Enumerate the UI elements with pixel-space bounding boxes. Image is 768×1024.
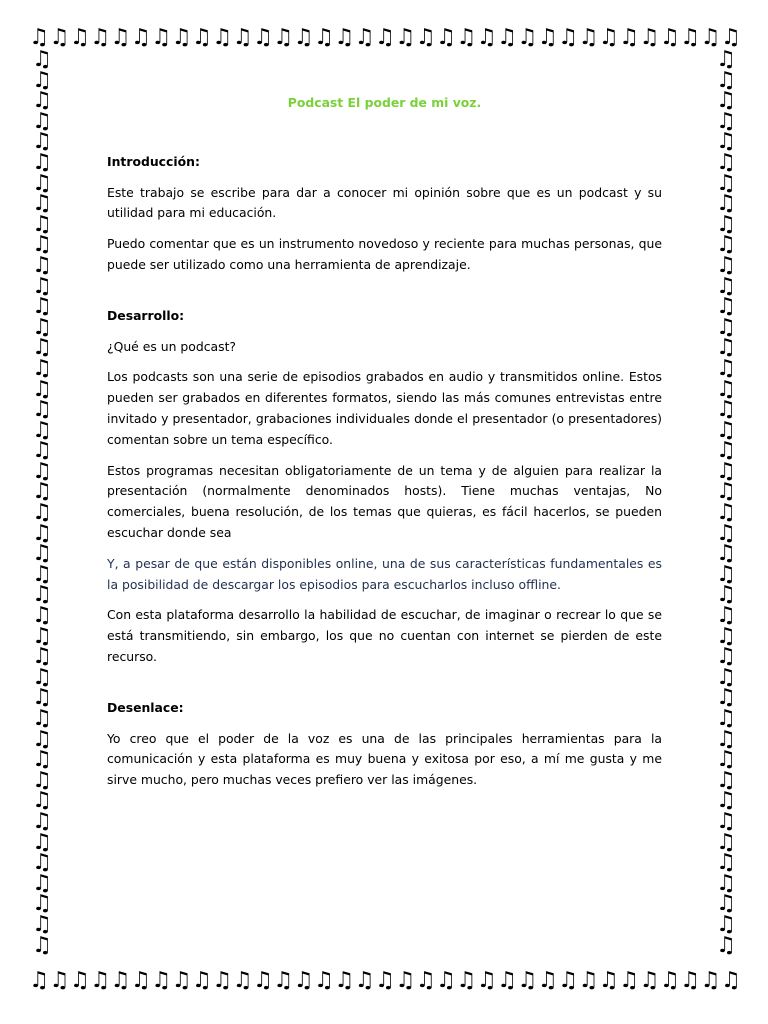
music-note-icon: ♫ bbox=[598, 970, 617, 993]
music-note-icon: ♫ bbox=[32, 932, 52, 958]
music-note-icon: ♫ bbox=[32, 458, 52, 484]
music-note-icon: ♫ bbox=[716, 829, 736, 855]
music-note-icon: ♫ bbox=[354, 27, 373, 50]
music-note-icon: ♫ bbox=[212, 970, 231, 993]
music-note-icon: ♫ bbox=[716, 479, 736, 505]
music-note-icon: ♫ bbox=[32, 273, 52, 299]
music-note-icon: ♫ bbox=[32, 850, 52, 876]
music-note-icon: ♫ bbox=[716, 808, 736, 834]
conclusion-paragraph-1: Yo creo que el poder de la voz es una de las principales herramientas para la comunicación y esta plataforma es muy buena y exitosa por eso, a mí me gusta y me sirve mucho, pero muchas veces prefiero ver las imágenes. bbox=[107, 730, 662, 788]
intro-paragraph-1: Este trabajo se escribe para dar a conocer mi opinión sobre que es un podcast y su utilidad para mi educación. bbox=[107, 184, 662, 221]
music-note-icon: ♫ bbox=[716, 911, 736, 937]
music-note-icon: ♫ bbox=[716, 788, 736, 814]
music-note-icon: ♫ bbox=[32, 541, 52, 567]
music-note-icon: ♫ bbox=[32, 232, 52, 258]
music-note-icon: ♫ bbox=[716, 623, 736, 649]
music-note-icon: ♫ bbox=[716, 603, 736, 629]
music-note-icon: ♫ bbox=[716, 582, 736, 608]
music-note-icon: ♫ bbox=[716, 232, 736, 258]
music-note-icon: ♫ bbox=[334, 27, 353, 50]
section-spacer bbox=[107, 286, 662, 306]
document-title: Podcast El poder de mi voz. bbox=[287, 95, 482, 110]
music-note-icon: ♫ bbox=[716, 458, 736, 484]
music-note-icon: ♫ bbox=[32, 582, 52, 608]
music-note-icon: ♫ bbox=[32, 891, 52, 917]
conclusion-heading: Desenlace: bbox=[107, 699, 184, 715]
music-note-icon: ♫ bbox=[639, 970, 658, 993]
music-note-icon: ♫ bbox=[700, 27, 719, 50]
music-note-icon: ♫ bbox=[716, 376, 736, 402]
music-note-icon: ♫ bbox=[151, 27, 170, 50]
music-note-icon: ♫ bbox=[32, 808, 52, 834]
music-note-icon: ♫ bbox=[32, 788, 52, 814]
music-note-icon: ♫ bbox=[49, 970, 68, 993]
music-note-icon: ♫ bbox=[32, 355, 52, 381]
music-note-icon: ♫ bbox=[720, 27, 739, 50]
music-note-icon: ♫ bbox=[716, 932, 736, 958]
music-note-icon: ♫ bbox=[192, 970, 210, 993]
music-note-icon: ♫ bbox=[171, 27, 190, 50]
music-note-icon: ♫ bbox=[716, 850, 736, 876]
music-note-icon: ♫ bbox=[293, 970, 312, 993]
music-note-icon: ♫ bbox=[395, 970, 414, 993]
music-note-icon: ♫ bbox=[716, 335, 736, 361]
music-note-icon: ♫ bbox=[32, 561, 52, 587]
development-question: ¿Qué es un podcast? bbox=[107, 338, 237, 354]
music-note-icon: ♫ bbox=[32, 149, 52, 175]
music-note-icon: ♫ bbox=[32, 335, 52, 361]
music-note-icon: ♫ bbox=[716, 767, 736, 793]
music-note-icon: ♫ bbox=[171, 970, 190, 993]
music-note-icon: ♫ bbox=[395, 27, 414, 50]
music-note-icon: ♫ bbox=[680, 27, 699, 50]
music-note-icon: ♫ bbox=[32, 644, 52, 670]
music-note-icon: ♫ bbox=[32, 129, 52, 155]
music-note-icon: ♫ bbox=[456, 970, 475, 993]
development-paragraph-1: Los podcasts son una serie de episodios grabados en audio y transmitidos online. Estos pueden ser grabados en diferentes formatos, siendo las más comunes entrevistas entre invitado y presentador, grabaciones individuales donde el presentador (o presentadores) comentan sobre un tema específico. bbox=[107, 369, 662, 447]
music-note-icon: ♫ bbox=[253, 970, 271, 993]
music-note-icon: ♫ bbox=[578, 27, 597, 50]
music-note-icon: ♫ bbox=[32, 438, 52, 464]
music-note-icon: ♫ bbox=[232, 970, 251, 993]
music-note-icon: ♫ bbox=[32, 500, 52, 526]
music-note-icon: ♫ bbox=[716, 50, 736, 72]
music-note-border-left bbox=[30, 50, 54, 972]
music-note-icon: ♫ bbox=[273, 970, 292, 993]
music-note-icon: ♫ bbox=[32, 520, 52, 546]
music-note-icon: ♫ bbox=[32, 376, 52, 402]
music-note-icon: ♫ bbox=[32, 726, 52, 752]
music-note-icon: ♫ bbox=[716, 273, 736, 299]
music-note-icon: ♫ bbox=[716, 664, 736, 690]
music-note-icon: ♫ bbox=[69, 970, 88, 993]
music-note-icon: ♫ bbox=[32, 829, 52, 855]
music-note-icon: ♫ bbox=[32, 623, 52, 649]
music-note-icon: ♫ bbox=[659, 27, 678, 50]
music-note-icon: ♫ bbox=[110, 27, 129, 50]
music-note-icon: ♫ bbox=[375, 970, 393, 993]
music-note-icon: ♫ bbox=[32, 685, 52, 711]
music-note-icon: ♫ bbox=[619, 970, 637, 993]
music-note-icon: ♫ bbox=[314, 970, 332, 993]
music-note-border-bottom bbox=[28, 970, 740, 996]
music-note-icon: ♫ bbox=[32, 252, 52, 278]
music-note-icon: ♫ bbox=[29, 27, 48, 50]
music-note-icon: ♫ bbox=[232, 27, 251, 50]
music-note-icon: ♫ bbox=[680, 970, 699, 993]
music-note-icon: ♫ bbox=[32, 706, 52, 731]
music-note-icon: ♫ bbox=[32, 664, 52, 690]
document-body bbox=[107, 93, 662, 801]
music-note-icon: ♫ bbox=[716, 891, 736, 917]
music-note-icon: ♫ bbox=[716, 211, 736, 237]
music-note-icon: ♫ bbox=[497, 27, 515, 50]
music-note-icon: ♫ bbox=[716, 438, 736, 464]
music-note-icon: ♫ bbox=[476, 27, 495, 50]
music-note-icon: ♫ bbox=[517, 970, 536, 993]
music-note-icon: ♫ bbox=[212, 27, 231, 50]
music-note-icon: ♫ bbox=[32, 911, 52, 937]
music-note-icon: ♫ bbox=[334, 970, 353, 993]
music-note-icon: ♫ bbox=[716, 67, 736, 93]
music-note-icon: ♫ bbox=[716, 252, 736, 278]
music-note-icon: ♫ bbox=[497, 970, 515, 993]
music-note-icon: ♫ bbox=[716, 417, 736, 443]
music-note-icon: ♫ bbox=[716, 314, 736, 340]
music-note-icon: ♫ bbox=[151, 970, 170, 993]
music-note-icon: ♫ bbox=[716, 644, 736, 670]
music-note-icon: ♫ bbox=[716, 397, 736, 423]
music-note-icon: ♫ bbox=[659, 970, 678, 993]
music-note-icon: ♫ bbox=[32, 479, 52, 505]
music-note-icon: ♫ bbox=[32, 314, 52, 340]
music-note-icon: ♫ bbox=[32, 67, 52, 93]
development-paragraph-4: Con esta plataforma desarrollo la habilidad de escuchar, de imaginar o recrear lo que se está transmitiendo, sin embargo, los que no cuentan con internet se pierden de este recurso. bbox=[107, 607, 662, 664]
music-note-icon: ♫ bbox=[293, 27, 312, 50]
music-note-icon: ♫ bbox=[517, 27, 536, 50]
music-note-icon: ♫ bbox=[716, 685, 736, 711]
music-note-icon: ♫ bbox=[253, 27, 271, 50]
music-note-icon: ♫ bbox=[32, 211, 52, 237]
music-note-icon: ♫ bbox=[716, 561, 736, 587]
music-note-icon: ♫ bbox=[558, 27, 576, 50]
music-note-border-right bbox=[714, 50, 738, 972]
music-note-icon: ♫ bbox=[32, 50, 52, 72]
music-note-icon: ♫ bbox=[716, 149, 736, 175]
music-note-icon: ♫ bbox=[716, 191, 736, 217]
music-note-icon: ♫ bbox=[32, 417, 52, 443]
music-note-icon: ♫ bbox=[436, 970, 454, 993]
music-note-icon: ♫ bbox=[716, 129, 736, 155]
music-note-icon: ♫ bbox=[32, 294, 52, 320]
music-note-icon: ♫ bbox=[273, 27, 292, 50]
music-note-icon: ♫ bbox=[598, 27, 617, 50]
development-paragraph-2: Estos programas necesitan obligatoriamente de un tema y de alguien para realizar la presentación (normalmente denominados hosts). Tiene muchas ventajas, No comerciales, buena resolución, de los temas que quieras, es fácil hacerlos, se pueden escuchar donde sea bbox=[107, 462, 662, 540]
music-note-icon: ♫ bbox=[131, 970, 149, 993]
music-note-icon: ♫ bbox=[375, 27, 393, 50]
music-note-icon: ♫ bbox=[720, 970, 739, 993]
music-note-icon: ♫ bbox=[716, 294, 736, 320]
intro-paragraph-2: Puedo comentar que es un instrumento novedoso y reciente para muchas personas, que puede ser utilizado como una herramienta de aprendizaje. bbox=[107, 236, 662, 272]
music-note-icon: ♫ bbox=[716, 170, 736, 196]
music-note-icon: ♫ bbox=[32, 191, 52, 217]
music-note-icon: ♫ bbox=[32, 747, 52, 773]
music-note-icon: ♫ bbox=[32, 170, 52, 196]
music-note-icon: ♫ bbox=[29, 970, 48, 993]
development-heading: Desarrollo: bbox=[107, 307, 185, 323]
music-note-icon: ♫ bbox=[90, 27, 109, 50]
music-note-icon: ♫ bbox=[716, 706, 736, 731]
music-note-icon: ♫ bbox=[537, 970, 556, 993]
music-note-icon: ♫ bbox=[49, 27, 68, 50]
development-paragraph-3: Y, a pesar de que están disponibles online, una de sus características fundamentales es la posibilidad de descargar los episodios para escucharlos incluso offline. bbox=[107, 555, 662, 592]
music-note-icon: ♫ bbox=[32, 870, 52, 896]
music-note-icon: ♫ bbox=[476, 970, 495, 993]
music-note-icon: ♫ bbox=[700, 970, 719, 993]
music-note-icon: ♫ bbox=[716, 870, 736, 896]
music-note-icon: ♫ bbox=[90, 970, 109, 993]
music-note-border-top bbox=[28, 27, 740, 53]
music-note-icon: ♫ bbox=[716, 726, 736, 752]
music-note-icon: ♫ bbox=[110, 970, 129, 993]
music-note-icon: ♫ bbox=[716, 500, 736, 526]
music-note-icon: ♫ bbox=[716, 520, 736, 546]
music-note-icon: ♫ bbox=[32, 767, 52, 793]
music-note-icon: ♫ bbox=[69, 27, 88, 50]
music-note-icon: ♫ bbox=[558, 970, 576, 993]
music-note-icon: ♫ bbox=[639, 27, 658, 50]
music-note-icon: ♫ bbox=[314, 27, 332, 50]
music-note-icon: ♫ bbox=[354, 970, 373, 993]
music-note-icon: ♫ bbox=[32, 603, 52, 629]
music-note-icon: ♫ bbox=[415, 970, 434, 993]
music-note-icon: ♫ bbox=[716, 108, 736, 134]
music-note-icon: ♫ bbox=[716, 541, 736, 567]
music-note-icon: ♫ bbox=[619, 27, 637, 50]
music-note-icon: ♫ bbox=[578, 970, 597, 993]
music-note-icon: ♫ bbox=[716, 88, 736, 114]
music-note-icon: ♫ bbox=[436, 27, 454, 50]
music-note-icon: ♫ bbox=[32, 88, 52, 114]
section-spacer bbox=[107, 678, 662, 698]
music-note-icon: ♫ bbox=[537, 27, 556, 50]
music-note-icon: ♫ bbox=[456, 27, 475, 50]
music-note-icon: ♫ bbox=[192, 27, 210, 50]
music-note-icon: ♫ bbox=[415, 27, 434, 50]
music-note-icon: ♫ bbox=[131, 27, 149, 50]
music-note-icon: ♫ bbox=[716, 747, 736, 773]
intro-heading: Introducción: bbox=[107, 153, 200, 169]
music-note-icon: ♫ bbox=[32, 397, 52, 423]
music-note-icon: ♫ bbox=[32, 108, 52, 134]
music-note-icon: ♫ bbox=[716, 355, 736, 381]
